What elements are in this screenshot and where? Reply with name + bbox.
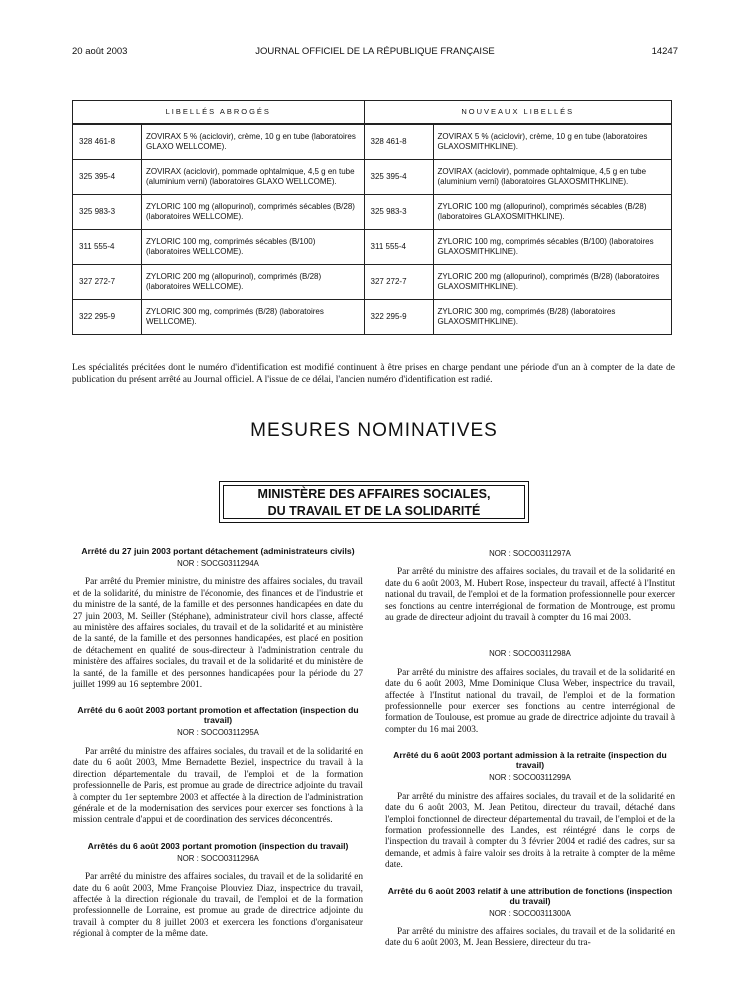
label-old: ZYLORIC 300 mg, comprimés (B/28) (laboratoires WELLCOME). xyxy=(142,300,365,335)
label-new: ZYLORIC 100 mg, comprimés sécables (B/100) (laboratoires GLAXOSMITHKLINE). xyxy=(433,230,671,265)
article-title: Arrêté du 6 août 2003 relatif à une attribution de fonctions (inspection du travail) xyxy=(387,885,673,906)
article xyxy=(73,841,363,941)
ministry-name-line2: DU TRAVAIL ET DE LA SOLIDARITÉ xyxy=(267,504,481,518)
article xyxy=(385,548,675,624)
ministry-name-line1: MINISTÈRE DES AFFAIRES SOCIALES, xyxy=(257,487,491,501)
article-title: Arrêté du 6 août 2003 portant admission à la retraite (inspection du travail) xyxy=(393,750,667,771)
article-body: Par arrêté du Premier ministre, du ministre des affaires sociales, du travail et de la solidarité, du ministre de l'économie, des finances et de l'industrie et du ministre de la santé, de la famille et des personnes handicapées en date du 27 juin 2003, M. Seiller (Stéphane), administrateur civil hors classe, affecté au ministère des affaires sociales, du travail et de la solidarité et au ministère de la santé, de la famille et des personnes handicapées, est placé en position de détachement en qualité de sous-directeur à l'administration centrale du ministère des affaires sociales, du travail et de la solidarité et du ministère de la santé, de la famille et des personnes handicapées pour la période du 27 juillet 1999 au 16 septembre 2001. xyxy=(73,577,363,691)
code-old: 311 555-4 xyxy=(73,230,142,265)
nor-reference: NOR : SOCG0311294A xyxy=(177,559,259,568)
article-title: Arrêté du 27 juin 2003 portant détachement (administrateurs civils) xyxy=(81,546,355,556)
nor-reference: NOR : SOCO0311296A xyxy=(177,853,259,863)
label-old: ZOVIRAX 5 % (aciclovir), crème, 10 g en tube (laboratoires GLAXO WELLCOME). xyxy=(142,124,365,160)
label-new: ZYLORIC 300 mg, comprimés (B/28) (laboratoires GLAXOSMITHKLINE). xyxy=(433,300,671,335)
header-date: 20 août 2003 xyxy=(72,46,128,57)
nor-reference: NOR : SOCO0311300A xyxy=(489,908,571,918)
article-title: Arrêté du 6 août 2003 portant promotion et affectation (inspection du travail) xyxy=(77,705,359,726)
nor-reference: NOR : SOCO0311297A xyxy=(489,549,571,558)
table-head-abrogated: LIBELLÉS ABROGÉS xyxy=(73,101,365,125)
code-new: 311 555-4 xyxy=(364,230,433,265)
article-body: Par arrêté du ministre des affaires sociales, du travail et de la solidarité en date du 6 août 2003, Mme Bernadette Beziel, inspectrice du travail à la direction départementale du travail, de l'emploi et de la formation professionnelle de Paris, est promue au grade de directrice adjointe du travail à compter du 1er septembre 2003 et affectée à la direction de l'administration générale et de la modernisation des services pour exercer ses fonctions à la mission centrale d'appui et de coordination des services déconcentrés. xyxy=(73,746,363,826)
article xyxy=(385,750,675,871)
code-old: 322 295-9 xyxy=(73,300,142,335)
article xyxy=(385,648,675,736)
nor-reference: NOR : SOCO0311299A xyxy=(489,773,571,783)
article-title: Arrêtés du 6 août 2003 portant promotion (inspection du travail) xyxy=(87,840,349,851)
article-body: Par arrêté du ministre des affaires sociales, du travail et de la solidarité en date du 6 août 2003, M. Jean Bessiere, directeur du tra- xyxy=(385,926,675,949)
code-old: 325 395-4 xyxy=(73,160,142,195)
table-row xyxy=(73,160,672,195)
table-row xyxy=(73,124,672,160)
table-row xyxy=(73,195,672,230)
article-body: Par arrêté du ministre des affaires sociales, du travail et de la solidarité en date du 6 août 2003, Mme Dominique Clusa Weber, inspectrice du travail, affectée à l'Institut national du travail, de l'emploi et de la formation professionnelle pour exercer ses fonctions au centre interrégional de formation de Toulouse, est promue au grade de directrice adjointe du travail à compter du 16 mai 2003. xyxy=(385,667,675,735)
article xyxy=(385,886,675,950)
right-column xyxy=(385,546,675,964)
table-row xyxy=(73,230,672,265)
label-old: ZOVIRAX (aciclovir), pommade ophtalmique, 4,5 g en tube (aluminium verni) (laboratoires GLAXO WELLCOME). xyxy=(142,160,365,195)
ministry-box-inner-border xyxy=(223,485,525,519)
code-old: 327 272-7 xyxy=(73,265,142,300)
label-old: ZYLORIC 200 mg (allopurinol), comprimés (B/28) (laboratoires WELLCOME). xyxy=(142,265,365,300)
code-new: 325 983-3 xyxy=(364,195,433,230)
table-header-row xyxy=(73,101,672,125)
label-new: ZYLORIC 200 mg (allopurinol), comprimés (B/28) (laboratoires GLAXOSMITHKLINE). xyxy=(433,265,671,300)
article-body: Par arrêté du ministre des affaires sociales, du travail et de la solidarité en date du 6 août 2003, Mme Françoise Plouviez Diaz, inspectrice du travail, affectée à la direction régionale du travail, de l'emploi et de la formation professionnelle de Lorraine, est promue au grade de directrice adjointe du travail à compter du 8 juillet 2003 et exercera les fonctions d'organisateur régional à compter de la même date. xyxy=(73,872,363,940)
code-new: 322 295-9 xyxy=(364,300,433,335)
code-new: 327 272-7 xyxy=(364,265,433,300)
table-row xyxy=(73,265,672,300)
label-old: ZYLORIC 100 mg, comprimés sécables (B/100) (laboratoires WELLCOME). xyxy=(142,230,365,265)
nor-reference: NOR : SOCO0311295A xyxy=(177,728,259,738)
label-old: ZYLORIC 100 mg (allopurinol), comprimés sécables (B/28) (laboratoires WELLCOME). xyxy=(142,195,365,230)
code-new: 328 461-8 xyxy=(364,124,433,160)
label-new: ZOVIRAX (aciclovir), pommade ophtalmique, 4,5 g en tube (aluminium verni) (laboratoires GLAXOSMITHKLINE). xyxy=(433,160,671,195)
article xyxy=(73,546,363,691)
table-row xyxy=(73,300,672,335)
code-old: 325 983-3 xyxy=(73,195,142,230)
code-new: 325 395-4 xyxy=(364,160,433,195)
nor-reference: NOR : SOCO0311298A xyxy=(489,649,571,659)
article-body: Par arrêté du ministre des affaires sociales, du travail et de la solidarité en date du 6 août 2003, M. Hubert Rose, inspecteur du travail, affecté à l'Institut national du travail, de l'emploi et de la formation professionnelle pour exercer ses fonctions au centre interrégional de formation de Montrouge, est promu au grade de directeur adjoint du travail à compter du 16 mai 2003. xyxy=(385,567,675,624)
label-new: ZYLORIC 100 mg (allopurinol), comprimés sécables (B/28) (laboratoires GLAXOSMITHKLINE). xyxy=(433,195,671,230)
table-footnote: Les spécialités précitées dont le numéro d'identification est modifié continuent à être prises en charge pendant une période d'un an à compter de la date de publication du présent arrêté au Journal officiel. A l'issue de ce délai, l'ancien numéro d'identification est radié. xyxy=(72,362,675,385)
header-page-number: 14247 xyxy=(651,46,678,57)
table-head-new: NOUVEAUX LIBELLÉS xyxy=(364,101,671,125)
header-journal-title: JOURNAL OFFICIEL DE LA RÉPUBLIQUE FRANÇAISE xyxy=(255,46,495,57)
article xyxy=(73,705,363,826)
code-old: 328 461-8 xyxy=(73,124,142,160)
section-title: MESURES NOMINATIVES xyxy=(250,420,498,441)
article-body: Par arrêté du ministre des affaires sociales, du travail et de la solidarité en date du 6 août 2003, M. Jean Petitou, directeur du travail, détaché dans l'emploi fonctionnel de directeur départemental du travail, de l'emploi et de la formation professionnelle des Landes, est réintégré dans le corps de l'inspection du travail à compter du 3 février 2004 et radié des cadres, sur sa demande, et admis à faire valoir ses droits à la retraite à compter de la même date. xyxy=(385,791,675,871)
labels-table xyxy=(72,100,672,335)
left-column xyxy=(73,546,363,955)
label-new: ZOVIRAX 5 % (aciclovir), crème, 10 g en tube (laboratoires GLAXOSMITHKLINE). xyxy=(433,124,671,160)
ministry-box xyxy=(219,481,529,523)
